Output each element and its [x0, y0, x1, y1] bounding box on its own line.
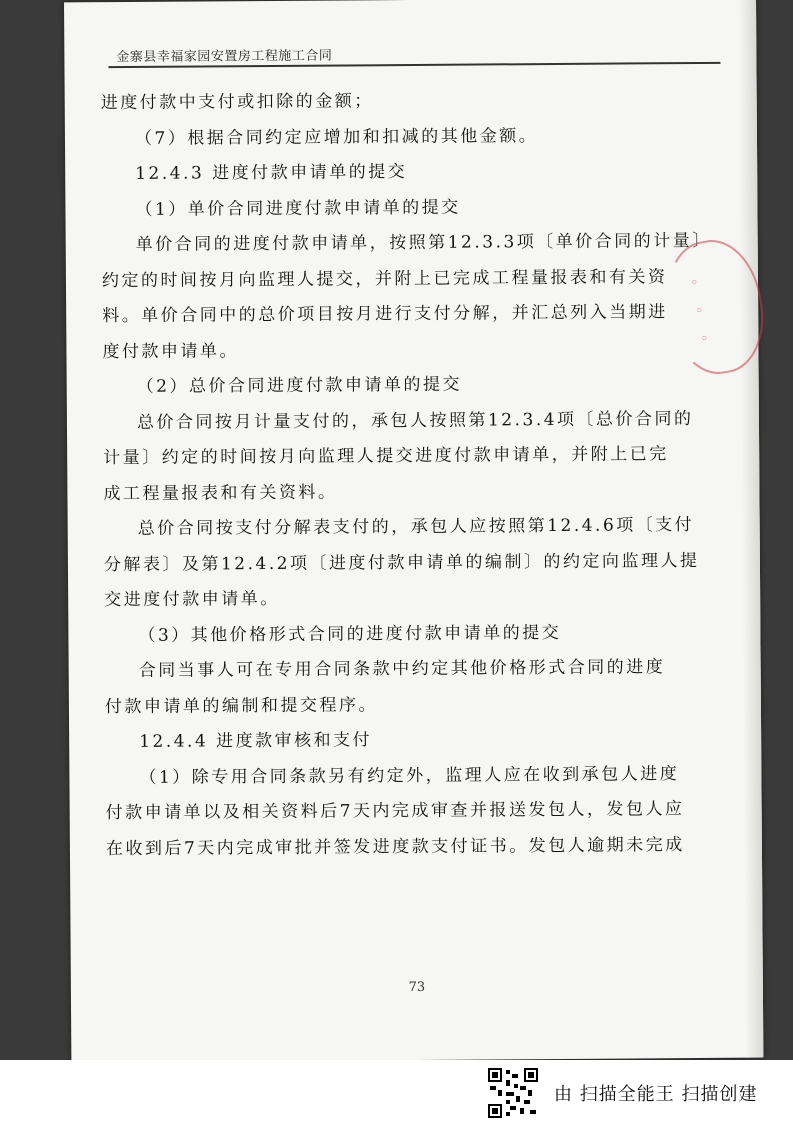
- text-line: 付款申请单的编制和提交程序。: [104, 694, 378, 717]
- text-line: 约定的时间按月向监理人提交，并附上已完成工程量报表和有关资: [101, 266, 668, 291]
- text-line: 度付款申请单。: [102, 340, 240, 362]
- text-line: 在收到后7天内完成审批并签发进度款支付证书。发包人逾期未完成: [105, 834, 685, 859]
- seal-stamp-mark: ◦ ◦ ◦: [685, 273, 715, 353]
- page-number: 73: [408, 979, 426, 996]
- scanner-watermark-text: 由 扫描全能王 扫描创建: [554, 1084, 758, 1105]
- text-line: 进度付款中支付或扣除的金额；: [100, 91, 374, 114]
- text-line: 计量〕约定的时间按月向监理人提交进度付款申请单，并附上已完: [103, 444, 669, 469]
- text-line: 料。单价合同中的总价项目按月进行支付分解，并汇总列入当期进: [102, 302, 668, 327]
- text-line: 总价合同按月计量支付的，承包人按照第12.3.4项〔总价合同的: [136, 408, 694, 433]
- text-line: （1）除专用合同条款另有约定外，监理人应在收到承包人进度: [139, 763, 680, 788]
- text-line: 成工程量报表和有关资料。: [103, 482, 338, 504]
- qr-code-icon: [488, 1068, 538, 1118]
- section-heading: 12.4.4 进度款审核和支付: [139, 730, 373, 752]
- subsection-heading: （1）单价合同进度付款申请单的提交: [135, 197, 461, 220]
- text-line: 交进度付款申请单。: [104, 588, 280, 611]
- text-line: （7）根据合同约定应增加和扣减的其他金额。: [134, 125, 539, 149]
- text-line: 付款申请单以及相关资料后7天内完成审查并报送发包人，发包人应: [105, 799, 685, 824]
- text-line: 分解表〕及第12.4.2项〔进度付款申请单的编制〕的约定向监理人提: [103, 550, 700, 575]
- body-text: [100, 82, 712, 867]
- text-line: 单价合同的进度付款申请单，按照第12.3.3项〔单价合同的计量〕: [135, 230, 712, 255]
- document-page: [64, 0, 763, 1062]
- subsection-heading: （3）其他价格形式合同的进度付款申请单的提交: [138, 622, 562, 646]
- text-line: 总价合同按支付分解表支付的，承包人应按照第12.4.6项〔支付: [137, 515, 695, 539]
- text-line: 合同当事人可在专用合同条款中约定其他价格形式合同的进度: [138, 657, 666, 681]
- running-header-title: 金寨县幸福家园安置房工程施工合同: [116, 48, 333, 66]
- subsection-heading: （2）总价合同进度付款申请单的提交: [136, 374, 463, 397]
- section-heading: 12.4.3 进度付款申请单的提交: [135, 162, 408, 184]
